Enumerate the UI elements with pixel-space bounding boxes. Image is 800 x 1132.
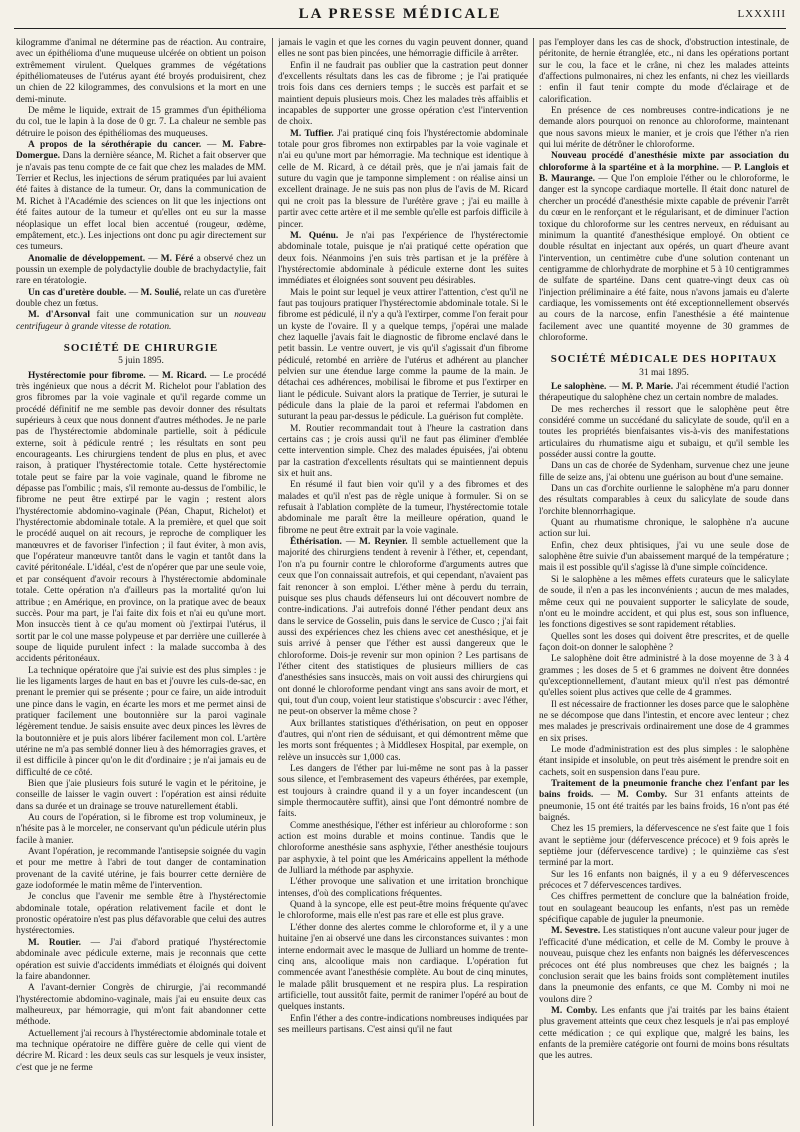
paragraph: Dans un cas de chorée de Sydenham, survenue chez une jeune fille de seize ans, j'ai obtenu une guérison au bout d'une semaine. [539, 461, 789, 483]
paragraph: Je conclus que l'avenir me semble être à l'hystérectomie abdominale totale, opération relativement facile et dont le pronostic opératoire n'est pas plus défavorable que celui des autres hystérectomies. [16, 892, 266, 937]
article-heading: A propos de la sérothérapie du cancer. [28, 140, 202, 151]
paragraph: Chez les 15 premiers, la défervescence ne s'est faite que 1 fois avant le septième jour (défervescence précoce) et 9 fois après le septième jour (défervescence tardive) ; le quinzième cas s'est terminé par la mort. [539, 824, 789, 869]
article-text: J'ai pratiqué cinq fois l'hystérectomie abdominale totale pour gros fibromes non extirpables par la voie vaginale et n'ai eu qu'une mort par hémorragie. Ma technique est identique à celle de M. Ricard, à ce détail près, que je n'ai jamais fait de suture du vagin que je tamponne simplement : on réalise ainsi un excellent drainage. Je ne suis pas non plus de l'avis de M. Ricard qui ne croit pas la blessure de l'urétère grave ; j'ai eu maille à partir avec cette artère et il me semble qu'elle est parfois difficile à pincer. [278, 128, 528, 230]
author-name: M. Tuffier. [290, 128, 334, 139]
paragraph: Il est nécessaire de fractionner les doses parce que le salophène ne se décompose que dans l'intestin, et encore avec lenteur ; chez mes malades je prescrivais ordinairement une dose de 4 grammes en six prises. [539, 699, 789, 744]
paragraph: Ces chiffres permettent de conclure que la balnéation froide, tout en soulageant beaucoup les enfants, n'est pas un remède spécifique capable de juguler la pneumonie. [539, 892, 789, 926]
author-name: M. Soulié, [140, 287, 182, 298]
article-anomalie: Anomalie de développement. — M. Féré a observé chez un poussin un exemple de polydactylie double de brachydactylie, fait rare en tératologie. [16, 253, 266, 287]
paragraph: jamais le vagin et que les cornes du vagin peuvent donner, quand elles ne sont pas bien pincées, une hémorragie difficile à arrêter. [278, 38, 528, 60]
paragraph: M. Routier recommandait tout à l'heure la castration dans certains cas ; je crois aussi qu'il ne faut pas éliminer d'emblée cette intervention simple. Chez des malades épuisées, j'ai obtenu par la castration d'excellents résultats qui se maintiennent depuis six et huit ans. [278, 423, 528, 480]
paragraph: Si le salophène a les mêmes effets curateurs que le salicylate de soude, il n'en a pas les inconvénients ; aucun de mes malades, même ceux qui ne pouvaient supporter le salicylate de soude, n'ont eu le moindre accident, et qui plus est, sous son influence, les fonctions digestives se sont rapidement rétablies. [539, 574, 789, 631]
article-heading: Éthérisation. [290, 537, 342, 548]
paragraph: La technique opératoire que j'ai suivie est des plus simples : je lie les ligaments larges de haut en bas et j'ouvre les culs-de-sac, en prenant le premier qui se présente ; pour ce faire, un aide introduit une pince dans le vagin, en écarte les mors et me permet ainsi de pratiquer facilement une boutonnière sur la paroi vaginale légèrement tendue. Je saisis ensuite avec deux pinces les lèvres de la boutonnière et je puis alors libérer facilement mon col. L'artère utérine ne m'a pas semblé donner lieu à des hémorragies graves, et il est difficile à pincer qu'on le dit d'ordinaire ; je n'ai jamais eu de difficulté de ce côté. [16, 665, 266, 778]
journal-title: LA PRESSE MÉDICALE [298, 6, 502, 22]
article-pneumonie: Traitement de la pneumonie franche chez l'enfant par les bains froids. — M. Comby. Sur 31 enfants atteints de pneumonie, 15 ont été traités par les bains froids, 16 n'ont pas été baignés. [539, 779, 789, 824]
author-name: P. Langlois et B. Maurange. [539, 162, 789, 185]
article-sevestre [539, 926, 789, 1005]
article-text: Je n'ai pas l'expérience de l'hystérectomie abdominale totale, puisque je n'ai pratiqué cette opération que deux fois. Néanmoins j'en suis très partisan et je la préfère à l'hystérectomie abdominale à pédicule externe dont les suites immédiates et éloignées sont souvent peu désirables. [278, 230, 528, 287]
article-text: a observé chez un poussin un exemple de polydactylie double de brachydactylie, fait rare en tératologie. [16, 253, 266, 287]
paragraph: Le mode d'administration est des plus simples : le salophène étant insipide et insoluble, on peut très aisément le prendre soit en cachets, soit en suspension dans l'eau pure. [539, 744, 789, 778]
article-text: relate un cas d'uretère double chez un fœtus. [16, 287, 266, 309]
author-name: M. Reynier. [359, 537, 408, 548]
article-text: fait une communication sur un [96, 310, 228, 321]
column-left [16, 38, 266, 1128]
paragraph: Les dangers de l'éther par lui-même ne sont pas à la passer sous silence, et l'embrasement des vapeurs éthérées, par exemple, est toujours à craindre quand il y a un foyer incandescent (un simple thermocautère suffit), ainsi que l'ont démontré nombre de faits. [278, 764, 528, 820]
article-quenu [278, 231, 528, 288]
article-italic: nouveau centrifugeur à grande vitesse de rotation. [16, 310, 266, 332]
article-salophene: Le salophène. — M. P. Marie. J'ai récemment étudié l'action thérapeutique du salophène chez un certain nombre de malades. [539, 381, 789, 404]
paragraph: De mes recherches il ressort que le salophène peut être considéré comme un succédané du salicylate de soude, qu'il en a toutes les propriétés bienfaisantes vis-à-vis des manifestations articulaires du rhumatisme aigu et subaigu, et qu'il semble les posséder aussi contre la goutte. [539, 404, 789, 461]
paragraph: L'éther donne des alertes comme le chloroforme et, il y a une huitaine j'en ai observé une dans les circonstances suivantes : mon interne endormait avec le masque de Julliard un homme de trente-cinq ans, alcoolique mais non cardiaque. L'opération fut commencée avant l'anesthésie complète. Au bout de cinq minutes, le malade pâlit brusquement et ne respira plus. La respiration artificielle, tout aussitôt faite, permit de ranimer l'opéré au bout de quelques instants. [278, 922, 528, 1013]
article-uretere: Un cas d'uretère double. — M. Soulié, relate un cas d'uretère double chez un fœtus. [16, 287, 266, 309]
article-tuffier [278, 129, 528, 231]
paragraph: Quelles sont les doses qui doivent être prescrites, et de quelle façon doit-on donner le salophène ? [539, 631, 789, 653]
article-text: Sur 31 enfants atteints de pneumonie, 15 ont été traités par les bains froids, 16 n'ont pas été baignés. [539, 790, 789, 824]
section-title: SOCIÉTÉ MÉDICALE DES HOPITAUX [550, 353, 778, 366]
article-hysterectomie: Hystérectomie pour fibrome. — M. Ricard. — Le procédé très ingénieux que nous a décrit M. Richelot pour l'ablation des gros fibromes par la voie vaginale et qu'il regarde comme un procédé définitif ne me semble pas devoir donner des résultats supérieurs à ceux que nous donnent d'autres méthodes. Je ne parle pas de l'hystérectomie abdominale partielle, soit à pédicule externe, soit à pédicule rentré ; les résultats en sont peu encourageants. Les chirurgiens tendent de plus en plus, et avec raison, à pratiquer l'hystérectomie totale. Cette hystérectomie totale peut se faire par la voie vaginale, quand le fibrome ne dépasse pas l'ombilic ; mais, s'il remonte au-dessus de l'ombilic, le fibrome ne peut être extirpé par le vagin ; restent alors l'hystérectomie abdomino-vaginale (Péan, Chaput, Richelot) et l'hystérectomie abdominale totale. A la première, et quel que soit le procédé auquel on ait recours, je reproche de compliquer les manœuvres et de favoriser l'infection ; il faut éviter, à mon avis, que l'opérateur manœuvre tantôt dans le vagin et tantôt dans la cavité péritonéale. L'idéal, c'est de n'opérer que par une seule voie, et par conséquent d'avoir recours à l'hystérectomie abdominale totale. Cette opération n'a d'ailleurs pas la mortalité qu'on lui attribue ; en Amérique, en province, on la pratique avec de beaux succès. Pour ma part, je l'ai faite dix fois et n'ai eu qu'une mort. Mon insuccès tient à ce qu'au moment où j'extirpai l'utérus, il sortit par le col une masse polypeuse et par derrière une cuillerée à soupe de liquide purulent infect : la malade succomba à des accidents péritonéaux. [16, 370, 266, 665]
article-arsonval [16, 310, 266, 333]
section-date: 5 juin 1895. [118, 356, 164, 367]
article-text: Il semble actuellement que la majorité des chirurgiens tendent à revenir à l'éther, et, cependant, l'on n'a pu fournir contre le chloroforme d'arguments autres que ceux que l'on connaissait autrefois, et qui cependant, n'avaient pas fait renoncer à son emploi. L'éther mène à perdu du terrain, puisque ses plus chauds défenseurs lui ont découvert nombre de contre-indications. J'ai autrefois donné l'éther pendant deux ans dans le service de Gosselin, puis dans le service de Cusco ; j'ai fait aussi des expériences chez les chiens avec cet anesthésique, et je suis arrivé à penser que l'éther est aussi dangereux que le chloroforme. Dois-je revenir sur mon opinion ? Les partisans de l'éther citent des statistiques de plusieurs milliers de cas d'anesthésies sans insuccès, mais on voit aussi des chirurgiens qui ont donné le chloroforme pendant vingt ans sans avoir de mort, et qui, tout d'un coup, voient leur statistique s'obscurcir : avec l'éther, ne peut-on observer la même chose ? [278, 537, 528, 718]
author-name: M. Ricard. [161, 370, 207, 381]
paragraph: Comme anesthésique, l'éther est inférieur au chloroforme : son action est moins durable et moins continue. Tandis que le chloroforme anesthésie sans asphyxie, l'éther anesthésie toujours par asphyxie, à tel point que les Américains appellent la méthode de Julliard la méthode par asphyxie. [278, 820, 528, 877]
paragraph: Bien que j'aie plusieurs fois suturé le vagin et le péritoine, je conseille de laisser le vagin ouvert : l'opération est ainsi réduite dans sa durée et un drainage se trouve naturellement établi. [16, 779, 266, 812]
paragraph: Enfin il ne faudrait pas oublier que la castration peut donner d'excellents résultats dans les cas de fibrome ; je l'ai pratiquée trois fois dans ces derniers temps ; le succès est parfait et se maintient depuis plusieurs mois. Chez les malades très affaiblis et incapables de supporter une grosse opération c'est l'intervention de choix. [278, 60, 528, 128]
paragraph: Enfin l'éther a des contre-indications nombreuses indiquées par ses meilleurs partisans. C'est ainsi qu'il ne faut [278, 1013, 528, 1035]
paragraph: En résumé il faut bien voir qu'il y a des fibromes et des malades et qu'il n'est pas de règle unique à formuler. Si on se refusait à l'ablation complète de la tumeur, l'hystérectomie totale abdominale me paraît être la meilleure opération, quand le fibrome ne peut être extrait par la voie vaginale. [278, 480, 528, 536]
column-middle [278, 38, 528, 1128]
paragraph: De même le liquide, extrait de 15 grammes d'un épithélioma du col, tue le lapin à la dose de 0 gr. 7. La chaleur ne semble pas détruire le poison des épithéliomas des muqueuses. [16, 106, 266, 139]
paragraph: Le salophène doit être administré à la dose moyenne de 3 à 4 grammes ; les doses de 5 et 6 grammes ne doivent être données qu'exceptionnellement, d'autant mieux qu'il n'est pas démontré qu'elles soient plus actives que celle de 4 grammes. [539, 654, 789, 699]
article-text: J'ai récemment étudié l'action thérapeutique du salophène chez un certain nombre de malades. [539, 381, 789, 404]
paragraph: Aux brillantes statistiques d'éthérisation, on peut en opposer d'autres, qui n'ont rien de séduisant, et qui démontrent même que les morts sont fréquentes ; à Middlesex Hospital, par exemple, on relève un insuccès sur 1,000 cas. [278, 718, 528, 763]
paragraph: kilogramme d'animal ne détermine pas de réaction. Au contraire, avec un épithélioma d'une muqueuse ulcérée on obtient un poison extrêmement virulent. Quelques grammes de végétations épithéliomateuses de l'utérus ayant été broyés produisirent, chez un chien de 22 kilogrammes, des convulsions et la mort en une demi-minute. [16, 38, 266, 105]
article-heading: Nouveau procédé d'anesthésie mixte par association du chloroforme à la spartéine et à la morphine. [539, 151, 789, 173]
article-etherisation: Éthérisation. — M. Reynier. Il semble actuellement que la majorité des chirurgiens tendent à revenir à l'éther, et, cependant, l'on n'a pu fournir contre le chloroforme d'arguments autres que ceux que l'on connaissait autrefois, et qui cependant, n'avaient pas fait renoncer à son emploi. L'éther mène à perdu du terrain, puisque ses plus chauds défenseurs lui ont découvert nombre de contre-indications. J'ai autrefois donné l'éther pendant deux ans dans le service de Gosselin, puis dans le service de Cusco ; j'ai fait aussi des expériences chez les chiens avec cet anesthésique, et je suis arrivé à penser que l'éther est aussi dangereux que le chloroforme. Dois-je revenir sur mon opinion ? Les partisans de l'éther citent des statistiques de plusieurs milliers de cas d'anesthésies sans insuccès, mais on voit aussi des chirurgiens qui ont donné le chloroforme pendant vingt ans sans avoir de mort, et qui, tout d'un coup, voient leur statistique s'obscurcir : avec l'éther, ne peut-on observer la même chose ? [278, 537, 528, 718]
page-number: LXXXIII [737, 8, 786, 20]
author-name: M. Sevestre. [551, 926, 601, 937]
article-comby [539, 1006, 789, 1063]
article-text: Que l'on emploie l'éther ou le chloroforme, le danger est la syncope cardiaque mortelle. Il était donc naturel de chercher un procédé d'anesthésie mixte capable de prévenir l'arrêt du cœur en le renforçant et le régularisant, et de diminuer l'action toxique du chloroforme sur les centres nerveux, en réduisant au minimum la quantité d'anesthésique employé. On obtient ce double résultat en injectant aux opérés, un quart d'heure avant l'intervention, un centimètre cube d'une solution contenant un centigramme de chlorhydrate de morphine et 5 à 10 centigrammes de sulfate de spartéine. Dans cent quatre-vingt deux cas où l'injection préliminaire a été faite, nous n'avons jamais eu d'alerte cardiaque, les vomissements ont été exceptionnellement observés au cours de la narcose, enfin l'anesthésie a été maintenue facilement avec une quantité moyenne de 30 grammes de chloroforme. [539, 174, 789, 343]
article-sero: A propos de la sérothérapie du cancer. — M. Fabre-Domergue. Dans la dernière séance, M. Richet a fait observer que je n'avais pas tenu compte de ce fait que chez les malades de MM. Terrier et Reclus, les injections de sérum pratiquées par lui avaient été faites à distance de la tumeur. Or, dans la communication de M. Richet à l'Académie des sciences on lit que les injections ont été faites autour de la tumeur et qu'elles ont eu sur la masse néoplasique un effet local bien accentué (rougeur, œdème, empâtement, etc.). Les injections ont donc pu agir directement sur ces tumeurs. [16, 140, 266, 253]
article-heading: Hystérectomie pour fibrome. [28, 370, 146, 381]
section-date: 31 mai 1895. [639, 367, 689, 378]
paragraph: Avant l'opération, je recommande l'antisepsie soignée du vagin et pour me mettre à l'abri de tout danger de contamination provenant de la cavité utérine, je fais bourrer cette dernière de gaze iodoformée le matin même de l'intervention. [16, 847, 266, 892]
column-right [539, 38, 789, 1128]
paragraph: Dans un cas d'orchite ourlienne le salophène m'a paru donner des résultats comparables à ceux du salicylate de soude dans l'orchite blennorrhagique. [539, 484, 789, 517]
paragraph: Enfin, chez deux phtisiques, j'ai vu une seule dose de salophène être suivie d'un abaissement marqué de la température ; mais il est possible qu'il s'agisse là d'une simple coïncidence. [539, 540, 789, 574]
column-rule [533, 38, 534, 1126]
author-name: M. Comby. [617, 790, 667, 801]
article-text: Les statistiques n'ont aucune valeur pour juger de l'efficacité d'une médication, et celle de M. Comby le prouve à nouveau, puisque chez les enfants non baignés les défervescences précoces ont été plus nombreuses que chez les baignés ; la conclusion serait que les bains froids sont complètement inutiles dans la pneumonie des enfants, ce que M. Comby ni moi ne voulons dire ? [539, 926, 789, 1005]
author-name: M. Comby. [551, 1005, 598, 1016]
page-header [14, 6, 786, 29]
article-heading: Le salophène. [551, 381, 607, 392]
paragraph: En présence de ces nombreuses contre-indications je ne demande alors pourquoi on renonce au chloroforme, maintenant que nous savons mieux le manier, et je crois que l'éther n'a rien qui lui mérite de détrôner le chloroforme. [539, 106, 789, 151]
paragraph: Au cours de l'opération, si le fibrome est trop volumineux, je n'hésite pas à le morceler, ne conservant qu'un pédicule utérin plus facile à manier. [16, 813, 266, 846]
article-text: J'ai d'abord pratiqué l'hystérectomie abdominale avec pédicule externe, mais je reconnais que cette opération est suivie d'accidents immédiats et éloignés qui doivent la faire abandonner. [16, 937, 266, 982]
paragraph: Quand à la syncope, elle est peut-être moins fréquente qu'avec le chloroforme, mais elle n'est pas rare et elle est plus grave. [278, 900, 528, 922]
paragraph: pas l'employer dans les cas de shock, d'obstruction intestinale, de péritonite, de hernie étranglée, etc., ni dans les opérations portant sur le cou, la face et le crâne, ni chez les malades atteints d'affections pulmonaires, ni chez les enfants, ni chez les vieillards : enfin il faut tenir compte du mode d'éclairage et de calorification. [539, 38, 789, 105]
article-heading: Anomalie de développement. [28, 253, 146, 264]
article-text: Le procédé très ingénieux que nous a décrit M. Richelot pour l'ablation des gros fibromes par la voie vaginale et qu'il regarde comme un procédé définitif ne me semble pas devoir donner des résultats supérieurs à ceux que nous donnent d'autres méthodes. Je ne parle pas de l'hystérectomie abdominale partielle, soit à pédicule externe, soit à pédicule rentré ; les résultats en sont peu encourageants. Les chirurgiens tendent de plus en plus, et avec raison, à pratiquer l'hystérectomie totale. Cette hystérectomie totale peut se faire par la voie vaginale, quand le fibrome ne dépasse pas l'ombilic ; mais, s'il remonte au-dessus de l'ombilic, le fibrome ne peut être extirpé par le vagin ; restent alors l'hystérectomie abdomino-vaginale (Péan, Chaput, Richelot) et l'hystérectomie abdominale totale. A la première, et quel que soit le procédé auquel on ait recours, je reproche de compliquer les manœuvres et de favoriser l'infection ; il faut éviter, à mon avis, que l'opérateur manœuvre tantôt dans le vagin et tantôt dans la cavité péritonéale. L'idéal, c'est de n'opérer que par une seule voie, et par conséquent d'avoir recours à l'hystérectomie abdominale totale. Cette opération n'a d'ailleurs pas la mortalité qu'on lui attribue ; en Amérique, en province, on la pratique avec de beaux succès. Pour ma part, je l'ai faite dix fois et n'ai eu qu'une mort. Mon insuccès tient à ce qu'au moment où j'extirpai l'utérus, il sortit par le col une masse polypeuse et par derrière une cuillerée à soupe de liquide purulent infect : la malade succomba à des accidents péritonéaux. [16, 370, 266, 665]
author-name: M. Féré [160, 253, 194, 264]
paragraph: Sur les 16 enfants non baignés, il y a eu 9 défervescences précoces et 7 défervescences tardives. [539, 869, 789, 892]
author-name: M. Fabre-Domergue. [16, 140, 266, 162]
column-rule [272, 38, 273, 1126]
article-text: Les enfants que j'ai traités par les bains étaient plus gravement atteints que ceux chez lesquels je n'ai pas employé cette médication ; ce qui explique que, malgré les bains, les enfants de la première catégorie ont fourni de moins bons résultats que les autres. [539, 1005, 789, 1062]
article-heading: Traitement de la pneumonie franche chez l'enfant par les bains froids. [539, 779, 789, 801]
paragraph: Quant au rhumatisme chronique, le salophène n'a aucune action sur lui. [539, 518, 789, 540]
paragraph: L'éther provoque une salivation et une irritation bronchique intenses, d'où des complications fréquentes. [278, 877, 528, 899]
section-title: SOCIÉTÉ DE CHIRURGIE [63, 341, 219, 354]
article-routier: M. Routier. — J'ai d'abord pratiqué l'hystérectomie abdominale avec pédicule externe, mais je reconnais que cette opération est suivie d'accidents immédiats et éloignés qui doivent la faire abandonner. [16, 937, 266, 982]
article-text: Dans la dernière séance, M. Richet a fait observer que je n'avais pas tenu compte de ce fait que chez les malades de MM. Terrier et Reclus, les injections de sérum pratiquées par lui avaient été faites à distance de la tumeur. Or, dans la communication de M. Richet à l'Académie des sciences on lit que les injections ont été faites autour de la tumeur et qu'elles ont eu sur la masse néoplasique un effet local bien accentué (rougeur, œdème, empâtement, etc.). Les injections ont donc pu agir directement sur ces tumeurs. [16, 151, 266, 253]
paragraph: Mais le point sur lequel je veux attirer l'attention, c'est qu'il ne faut pas toujours pratiquer l'hystérectomie abdominale totale. Si le fibrome est pédiculé, il n'y a qu'à l'extirper, comme l'on ferait pour un kyste de l'ovaire. Il y a quelque temps, j'opérai une malade chez laquelle j'avais fait le diagnostic de fibrome enclavé dans le petit bassin. Le ventre ouvert, je vis qu'il s'agissait d'un fibrome pédiculé, retombé en arrière de l'utérus et adhérent au plancher pelvien sur une étendue large comme la paume de la main. Je détachai ces adhérences, mobilisai le fibrome et pus l'extirper en liant le pédicule. Suivant alors la pratique de Terrier, je suturai le pédicule dans la plaie de la paroi et refermai l'abdomen en suturant la peau par-dessus le pédicule. La guérison fut complète. [278, 287, 528, 423]
paragraph: Actuellement j'ai recours à l'hystérectomie abdominale totale et ma technique opératoire ne diffère guère de celle qui vient de décrire M. Ricard : les deux seuls cas sur lesquels je veux insister, c'est que je ne ferme [16, 1028, 266, 1073]
paragraph: A l'avant-dernier Congrès de chirurgie, j'ai recommandé l'hystérectomie abdomino-vaginale, mais j'ai eu ensuite deux cas malheureux, par hémorragie, qui m'ont fait abandonner cette méthode. [16, 983, 266, 1028]
author-name: M. d'Arsonval [28, 310, 90, 321]
author-name: M. P. Marie. [621, 381, 674, 392]
article-heading: Un cas d'uretère double. [28, 287, 127, 298]
article-nouveau-procede: Nouveau procédé d'anesthésie mixte par association du chloroforme à la spartéine et à la morphine. — P. Langlois et B. Maurange. — Que l'on emploie l'éther ou le chloroforme, le danger est la syncope cardiaque mortelle. Il était donc naturel de chercher un procédé d'anesthésie mixte capable de prévenir l'arrêt du cœur en le renforçant et le régularisant, et de diminuer l'action toxique du chloroforme sur les centres nerveux, en réduisant au minimum la quantité d'anesthésique employé. On obtient ce double résultat en injectant aux opérés, un quart d'heure avant l'intervention, un centimètre cube d'une solution contenant un centigramme de chlorhydrate de morphine et 5 à 10 centigrammes de sulfate de spartéine. Dans cent quatre-vingt deux cas où l'injection préliminaire a été faite, nous n'avons jamais eu d'alerte cardiaque, les vomissements ont été exceptionnellement observés au cours de la narcose, enfin l'anesthésie a été maintenue facilement avec une quantité moyenne de 30 grammes de chloroforme. [539, 151, 789, 343]
author-name: M. Routier. [28, 937, 82, 948]
author-name: M. Quénu. [290, 230, 339, 241]
